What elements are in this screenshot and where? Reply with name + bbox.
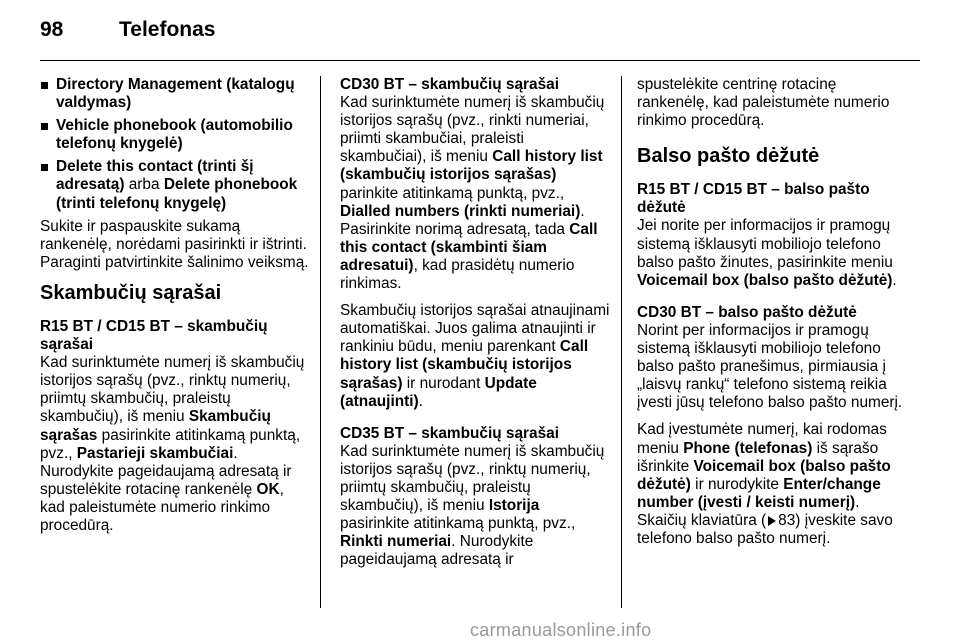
column-1 bbox=[40, 76, 312, 544]
paragraph bbox=[40, 354, 312, 535]
menu-option: Enter/change number (įvesti / keisti numerį) bbox=[637, 475, 881, 511]
text: parinkite atitinkamą punktą, pvz., bbox=[340, 184, 565, 202]
watermark: carmanualsonline.info bbox=[470, 620, 652, 640]
list-item bbox=[40, 76, 312, 112]
text: . Nurodykite pageidaujamą adresatą ir bbox=[340, 533, 534, 569]
menu-option: Skambučių sąrašas bbox=[40, 408, 271, 444]
menu-option: Pastarieji skambučiai bbox=[76, 444, 234, 462]
subsection-heading: R15 BT / CD15 BT – balso pašto dėžutė bbox=[637, 181, 870, 217]
menu-option: OK bbox=[256, 480, 280, 498]
menu-option: Rinkti numeriai bbox=[340, 533, 452, 551]
text: , kad prasidėtų numerio rinkimas. bbox=[340, 256, 575, 293]
text: Jei norite per informacijos ir pramogų sistemą išklausyti mobiliojo telefono balso pašto žinutes, pasirinkite meniu bbox=[637, 217, 893, 271]
text: iš sąrašo išrinkite bbox=[637, 439, 879, 475]
page-number: 98 bbox=[40, 18, 64, 41]
menu-option: Update (atnaujinti) bbox=[340, 374, 537, 410]
bullet-icon bbox=[41, 123, 48, 130]
section-heading: Balso pašto dėžutė bbox=[637, 145, 820, 168]
menu-option: Delete this contact (trinti šį adresatą) bbox=[56, 158, 254, 194]
page-reference[interactable]: 83 bbox=[778, 511, 796, 529]
text: Kad surinktumėte numerį iš skambučių istorijos sąrašų (pvz., rinktų numerių, priimtų skambučių, praleistų skambučių), iš meniu bbox=[340, 442, 605, 515]
text: ir nurodant bbox=[402, 374, 485, 392]
menu-option: Call history list (skambučių istorijos sąrašas) bbox=[340, 148, 603, 184]
page-title: Telefonas bbox=[119, 18, 216, 41]
column-2 bbox=[340, 76, 612, 578]
text: . bbox=[855, 493, 860, 511]
paragraph: Norint per informacijos ir pramogų sistemą išklausyti mobiliojo telefono balso pašto pranešimus, pirmiausia į „laisvų rankų“ telefono sistemą reikia įvesti jūsų telefono balso pašto numerį. bbox=[637, 321, 903, 412]
paragraph bbox=[340, 94, 612, 293]
column-divider bbox=[621, 76, 622, 608]
paragraph bbox=[340, 302, 612, 411]
column-3 bbox=[637, 76, 909, 557]
paragraph: spustelėkite centrinę rotacinę rankenėlę, kad paleistumėte numerio rinkimo procedūrą. bbox=[637, 76, 890, 130]
subsection-heading: CD35 BT – skambučių sąrašai bbox=[340, 424, 559, 442]
page-reference-icon bbox=[768, 516, 776, 526]
text: Kad įvestumėte numerį, kai rodomas meniu bbox=[637, 421, 887, 457]
text: . Pasirinkite norimą adresatą, tada bbox=[340, 202, 585, 238]
paragraph bbox=[637, 421, 909, 548]
menu-option: Voicemail box (balso pašto dėžutė) bbox=[637, 271, 893, 289]
menu-option: Voicemail box (balso pašto dėžutė) bbox=[637, 457, 891, 493]
text: , kad paleistumėte numerio rinkimo procedūrą. bbox=[40, 480, 284, 534]
list-item bbox=[40, 117, 312, 153]
header-divider bbox=[40, 60, 920, 61]
text: . bbox=[418, 392, 423, 410]
paragraph bbox=[340, 443, 612, 570]
subsection-heading: CD30 BT – balso pašto dėžutė bbox=[637, 303, 857, 321]
connector-text: arba bbox=[124, 176, 164, 194]
text: Skaičių klaviatūra ( bbox=[637, 511, 767, 529]
menu-option: Istorija bbox=[488, 497, 540, 515]
text: pasirinkite atitinkamą punktą, pvz., bbox=[40, 426, 301, 462]
menu-option: Call history list (skambučių istorijos sąrašas) bbox=[340, 338, 589, 392]
subsection-heading: CD30 BT – skambučių sąrašai bbox=[340, 76, 559, 93]
section-heading: Skambučių sąrašai bbox=[40, 281, 222, 304]
text: ir nurodykite bbox=[690, 475, 784, 493]
text: Kad surinktumėte numerį iš skambučių istorijos sąrašų (pvz., rinktų numerių, priimtų skambučių, praleistų skambučių), iš meniu bbox=[40, 354, 305, 426]
column-divider bbox=[320, 76, 321, 608]
menu-option: Directory Management (katalogų valdymas) bbox=[56, 76, 295, 112]
paragraph bbox=[637, 217, 909, 289]
text: pasirinkite atitinkamą punktą, pvz., bbox=[340, 515, 576, 533]
text: Skambučių istorijos sąrašai atnaujinami automatiškai. Juos galima atnaujinti ir rankiniu būdu, meniu parenkant bbox=[340, 302, 610, 356]
subsection-heading: R15 BT / CD15 BT – skambučių sąrašai bbox=[40, 317, 268, 354]
list-item bbox=[40, 158, 312, 212]
menu-option: Vehicle phonebook (automobilio telefonų knygelė) bbox=[56, 117, 293, 153]
text: Kad surinktumėte numerį iš skambučių istorijos sąrašų (pvz., rinkti numeriai, priimti skambučiai, praleisti skambučiai), iš meniu bbox=[340, 94, 605, 166]
text: ) įveskite savo telefono balso pašto numerį. bbox=[637, 511, 893, 547]
text: . bbox=[892, 271, 897, 289]
menu-option: Phone (telefonas) bbox=[683, 439, 813, 457]
text: . Nurodykite pageidaujamą adresatą ir spustelėkite rotacinę rankenėlę bbox=[40, 444, 292, 498]
menu-option: Delete phonebook (trinti telefonų knygelę) bbox=[56, 176, 298, 212]
page-header bbox=[40, 18, 920, 48]
paragraph: Sukite ir paspauskite sukamą rankenėlę, norėdami pasirinkti ir ištrinti. Paraginti patvirtinkite šalinimo veiksmą. bbox=[40, 217, 309, 271]
menu-option: Dialled numbers (rinkti numeriai) bbox=[340, 202, 581, 220]
bullet-icon bbox=[41, 82, 48, 89]
bullet-icon bbox=[41, 164, 48, 171]
menu-option: Call this contact (skambinti šiam adresatui) bbox=[340, 220, 598, 274]
